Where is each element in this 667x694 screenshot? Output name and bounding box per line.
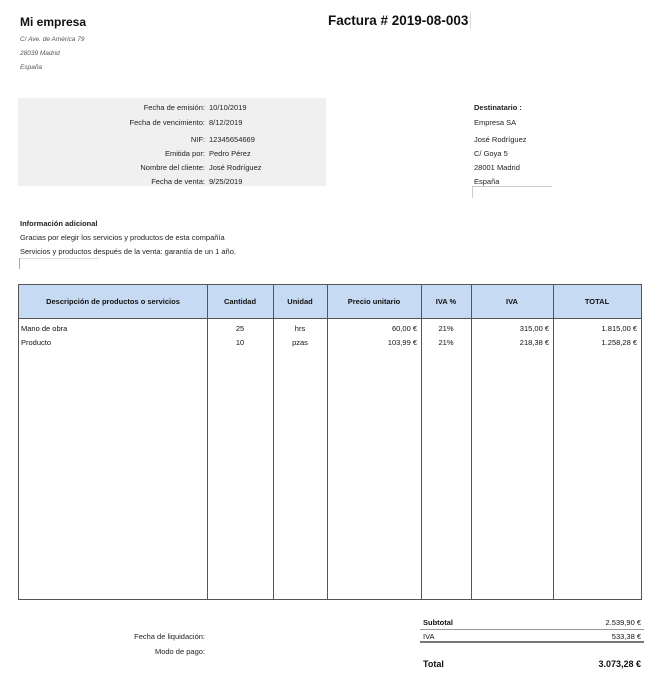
header-total: TOTAL bbox=[584, 297, 610, 306]
meta-label-nif: NIF: bbox=[190, 135, 205, 144]
row-1-quantity: 25 bbox=[235, 324, 245, 333]
meta-value-issued-by: Pedro Pérez bbox=[209, 149, 251, 158]
row-2-quantity: 10 bbox=[235, 338, 245, 347]
company-address-city: 28039 Madrid bbox=[20, 50, 60, 57]
meta-value-client-name: José Rodríguez bbox=[209, 163, 262, 172]
meta-label-sale-date: Fecha de venta: bbox=[151, 177, 205, 186]
iva-value: 533,38 € bbox=[611, 632, 641, 641]
settlement-date-label: Fecha de liquidación: bbox=[134, 632, 205, 641]
meta-value-due-date: 8/12/2019 bbox=[209, 118, 243, 127]
meta-value-nif: 12345654669 bbox=[209, 135, 255, 144]
meta-value-issue-date: 10/10/2019 bbox=[209, 103, 247, 112]
meta-value-sale-date: 9/25/2019 bbox=[209, 177, 243, 186]
header-quantity: Cantidad bbox=[223, 297, 257, 306]
invoice-title: Factura # 2019-08-003 bbox=[328, 13, 469, 28]
additional-info-line-2: Servicios y productos después de la venta: garantía de un 1 año. bbox=[20, 247, 236, 256]
recipient-city: 28001 Madrid bbox=[474, 163, 520, 172]
header-iva-percent: IVA % bbox=[435, 297, 457, 306]
recipient-contact: José Rodríguez bbox=[474, 135, 527, 144]
row-2-iva: 218,38 € bbox=[519, 338, 549, 347]
row-1-description: Mano de obra bbox=[21, 324, 68, 333]
header-description: Descripción de productos o servicios bbox=[46, 297, 180, 306]
total-value: 3.073,28 € bbox=[598, 659, 641, 669]
row-2-iva-percent: 21% bbox=[438, 338, 454, 347]
header-iva: IVA bbox=[506, 297, 518, 306]
recipient-cell-border-left bbox=[472, 186, 473, 198]
recipient-cell-border bbox=[472, 186, 552, 187]
company-name: Mi empresa bbox=[20, 15, 87, 29]
row-1-iva: 315,00 € bbox=[519, 324, 549, 333]
row-1-unit: hrs bbox=[294, 324, 306, 333]
summary-divider bbox=[420, 629, 644, 630]
recipient-street: C/ Goya 5 bbox=[474, 149, 508, 158]
company-address-country: España bbox=[20, 64, 43, 71]
subtotal-label: Subtotal bbox=[423, 618, 453, 627]
header-unit-price: Precio unitario bbox=[347, 297, 401, 306]
summary-total-divider bbox=[420, 641, 644, 643]
additional-info-line-1: Gracias por elegir los servicios y productos de esta compañía bbox=[20, 233, 225, 242]
meta-label-issue-date: Fecha de emisión: bbox=[143, 103, 205, 112]
row-2-total: 1.258,28 € bbox=[601, 338, 637, 347]
iva-label: IVA bbox=[423, 632, 435, 641]
header-unit: Unidad bbox=[287, 297, 313, 306]
additional-info-heading: Información adicional bbox=[20, 219, 98, 228]
recipient-country: España bbox=[474, 177, 500, 186]
recipient-company: Empresa SA bbox=[474, 118, 517, 127]
total-label: Total bbox=[423, 659, 444, 669]
row-1-iva-percent: 21% bbox=[438, 324, 454, 333]
items-table bbox=[18, 284, 642, 600]
company-address-street: C/ Ave. de América 79 bbox=[20, 36, 85, 43]
payment-mode-label: Modo de pago: bbox=[154, 647, 205, 656]
meta-label-due-date: Fecha de vencimiento: bbox=[129, 118, 205, 127]
row-2-description: Producto bbox=[21, 338, 52, 347]
row-1-total: 1.815,00 € bbox=[601, 324, 637, 333]
title-cell-border bbox=[470, 12, 471, 29]
meta-label-client-name: Nombre del cliente: bbox=[140, 163, 205, 172]
info-cell-border-left bbox=[19, 258, 20, 269]
row-2-unit: pzas bbox=[292, 338, 308, 347]
subtotal-value: 2.539,90 € bbox=[605, 618, 641, 627]
info-cell-border bbox=[19, 258, 99, 259]
recipient-heading: Destinatario : bbox=[474, 103, 522, 112]
row-2-unit-price: 103,99 € bbox=[387, 338, 417, 347]
meta-label-issued-by: Emitida por: bbox=[164, 149, 205, 158]
row-1-unit-price: 60,00 € bbox=[391, 324, 417, 333]
